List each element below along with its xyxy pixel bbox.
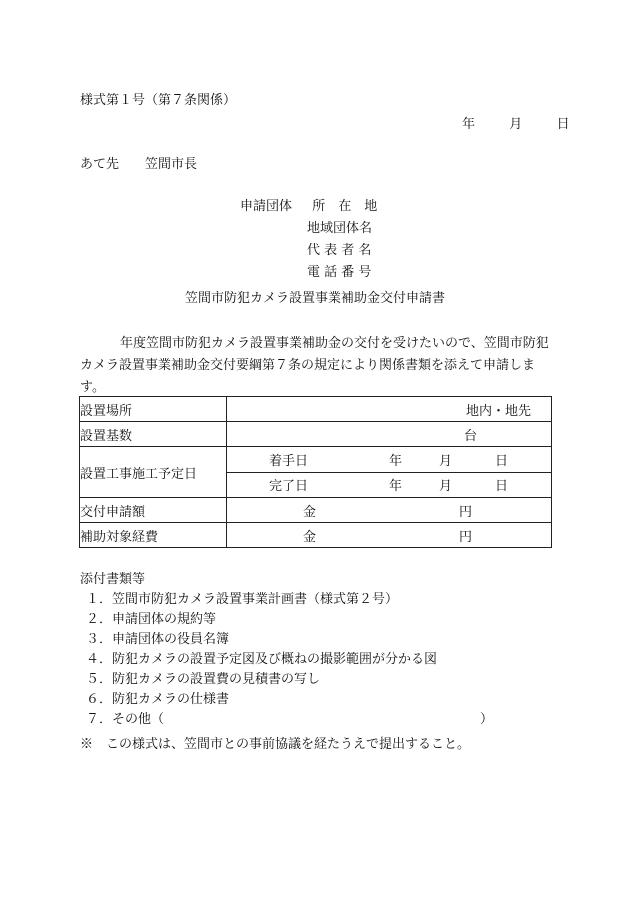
attachment-item: ６．防犯カメラの仕様書 bbox=[86, 692, 230, 707]
schedule-label: 設置工事施工予定日 bbox=[80, 447, 227, 498]
addressee: あて先 笠間市長 bbox=[80, 157, 198, 172]
body-paragraph: 年度笠間市防犯カメラ設置事業補助金の交付を受けたいので、笠間市防犯カメラ設置事業補助金交付要綱第７条の規定により関係書類を添えて申請します。 bbox=[80, 336, 549, 395]
applicant-location-row bbox=[240, 196, 440, 218]
applicant-block bbox=[240, 196, 440, 284]
end-label: 完了日 bbox=[269, 479, 309, 495]
form-number: 様式第１号（第７条関係） bbox=[80, 93, 237, 108]
row-grant bbox=[80, 498, 552, 523]
grant-money-prefix: 金 bbox=[303, 504, 317, 520]
grant-money-unit: 円 bbox=[459, 504, 473, 520]
attachment-item: ５．防犯カメラの設置費の見積書の写し bbox=[86, 672, 321, 687]
location-value-cell bbox=[227, 397, 552, 422]
start-day: 日 bbox=[495, 453, 509, 469]
footnote: ※ この様式は、笠間市との事前協議を経たうえで提出すること。 bbox=[80, 737, 471, 752]
date-month: 月 bbox=[509, 117, 523, 132]
count-label: 設置基数 bbox=[80, 422, 227, 447]
start-month: 月 bbox=[439, 453, 453, 469]
date-line bbox=[462, 116, 570, 134]
end-month: 月 bbox=[439, 479, 453, 495]
cost-money-unit: 円 bbox=[459, 529, 473, 545]
start-label: 着手日 bbox=[269, 453, 309, 469]
row-count bbox=[80, 422, 552, 447]
attachment-item: １．笠間市防犯カメラ設置事業計画書（様式第２号） bbox=[86, 592, 399, 607]
start-date-cell bbox=[227, 447, 552, 473]
cost-value-cell bbox=[227, 523, 552, 548]
cost-label: 補助対象経費 bbox=[80, 523, 227, 548]
end-day: 日 bbox=[495, 479, 509, 495]
attachment-item: ３．申請団体の役員名簿 bbox=[86, 632, 230, 647]
applicant-org-name-label: 地域団体名 bbox=[307, 221, 373, 236]
applicant-label: 申請団体 bbox=[240, 199, 293, 214]
grant-value-cell bbox=[227, 498, 552, 523]
end-year: 年 bbox=[389, 479, 403, 495]
count-value-cell bbox=[227, 422, 552, 447]
grant-label: 交付申請額 bbox=[80, 498, 227, 523]
end-date-cell bbox=[227, 472, 552, 498]
attachment-item: ２．申請団体の規約等 bbox=[86, 612, 217, 627]
row-location bbox=[80, 397, 552, 422]
row-cost bbox=[80, 523, 552, 548]
cost-money-prefix: 金 bbox=[303, 529, 317, 545]
attachment-item: ４．防犯カメラの設置予定図及び概ねの撮影範囲が分かる図 bbox=[86, 652, 438, 667]
applicant-representative-label: 代 表 者 名 bbox=[307, 243, 372, 258]
count-unit: 台 bbox=[463, 428, 477, 444]
document-title: 笠間市防犯カメラ設置事業補助金交付申請書 bbox=[184, 291, 445, 306]
date-year: 年 bbox=[462, 117, 476, 132]
attachments-list bbox=[86, 590, 493, 730]
start-year: 年 bbox=[389, 453, 403, 469]
row-schedule-start bbox=[80, 447, 552, 473]
attachment-close-paren: ） bbox=[480, 712, 494, 727]
attachment-other-label: ７．その他（ bbox=[86, 712, 165, 727]
attachment-item-other bbox=[86, 710, 493, 730]
date-day: 日 bbox=[556, 117, 570, 132]
applicant-location-label: 所 在 地 bbox=[312, 199, 378, 214]
attachments-heading: 添付書類等 bbox=[80, 572, 146, 587]
location-value: 地内・地先 bbox=[465, 403, 531, 419]
location-label: 設置場所 bbox=[80, 397, 227, 422]
application-table bbox=[79, 396, 552, 548]
applicant-phone-label: 電 話 番 号 bbox=[307, 265, 372, 280]
